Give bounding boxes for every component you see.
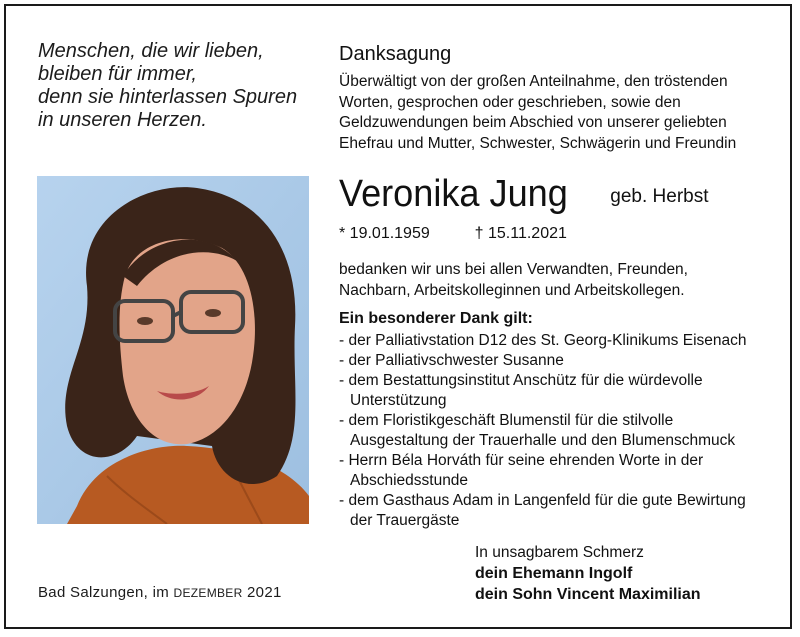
maiden-name: geb. Herbst bbox=[610, 186, 709, 207]
memorial-poem bbox=[38, 40, 328, 132]
poem-line: in unseren Herzen. bbox=[38, 109, 207, 131]
list-item bbox=[339, 411, 779, 451]
special-thanks-heading: Ein besonderer Dank gilt: bbox=[339, 310, 533, 327]
intro-line: Geldzuwendungen beim Abschied von unserer geliebten bbox=[339, 114, 727, 131]
intro-line: Worten, gesprochen oder geschrieben, sowie den bbox=[339, 93, 681, 111]
list-item bbox=[339, 451, 779, 491]
signature-husband: dein Ehemann Ingolf bbox=[475, 565, 633, 582]
list-item-line: - der Palliativschwester Susanne bbox=[339, 352, 564, 369]
intro-text bbox=[339, 72, 779, 154]
birth-date: * 19.01.1959 bbox=[339, 225, 430, 242]
list-item-continuation: Unterstützung bbox=[350, 392, 447, 409]
signoff-intro: In unsagbarem Schmerz bbox=[475, 544, 644, 561]
intro-line: Ehefrau und Mutter, Schwester, Schwägerin und Freundin bbox=[339, 134, 737, 152]
list-item bbox=[339, 491, 779, 531]
list-item-line: - dem Floristikgeschäft Blumenstil für die stilvolle bbox=[339, 412, 674, 429]
thanks-line: Nachbarn, Arbeitskolleginnen und Arbeitskollegen. bbox=[339, 281, 685, 299]
list-item bbox=[339, 371, 779, 411]
obituary-frame bbox=[4, 4, 792, 629]
special-thanks-list bbox=[339, 331, 779, 531]
poem-line: denn sie hinterlassen Spuren bbox=[38, 86, 298, 108]
death-date: † 15.11.2021 bbox=[474, 225, 567, 242]
life-dates bbox=[339, 224, 779, 244]
list-item-line: - der Palliativstation D12 des St. Georg-Klinikums Eisenach bbox=[339, 332, 747, 349]
list-item-continuation: Abschiedsstunde bbox=[350, 472, 469, 489]
list-item-continuation: der Trauergäste bbox=[350, 512, 460, 529]
heading-danksagung: Danksagung bbox=[339, 43, 452, 65]
list-item bbox=[339, 331, 779, 351]
list-item-line: - dem Gasthaus Adam in Langenfeld für die gute Bewirtung bbox=[339, 492, 746, 509]
thanks-text bbox=[339, 260, 779, 301]
place-month: DEZEMBER bbox=[173, 586, 243, 600]
poem-line: bleiben für immer, bbox=[38, 63, 197, 85]
list-item-continuation: Ausgestaltung der Trauerhalle und den Blumenschmuck bbox=[350, 432, 736, 449]
portrait-photo bbox=[37, 176, 309, 524]
intro-line: Überwältigt von der großen Anteilnahme, den tröstenden bbox=[339, 73, 728, 90]
place-year: 2021 bbox=[247, 584, 282, 601]
list-item-line: - Herrn Béla Horváth für seine ehrenden Worte in der bbox=[339, 452, 704, 469]
list-item-line: - dem Bestattungsinstitut Anschütz für die würdevolle bbox=[339, 372, 703, 389]
poem-line: Menschen, die wir lieben, bbox=[38, 40, 264, 62]
deceased-name-row bbox=[339, 172, 779, 216]
place-prefix: Bad Salzungen, im bbox=[38, 584, 170, 601]
signature-son: dein Sohn Vincent Maximilian bbox=[475, 586, 701, 603]
place-and-date bbox=[38, 584, 282, 601]
list-item bbox=[339, 351, 779, 371]
deceased-name: Veronika Jung bbox=[339, 173, 568, 215]
thanks-line: bedanken wir uns bei allen Verwandten, Freunden, bbox=[339, 261, 688, 278]
